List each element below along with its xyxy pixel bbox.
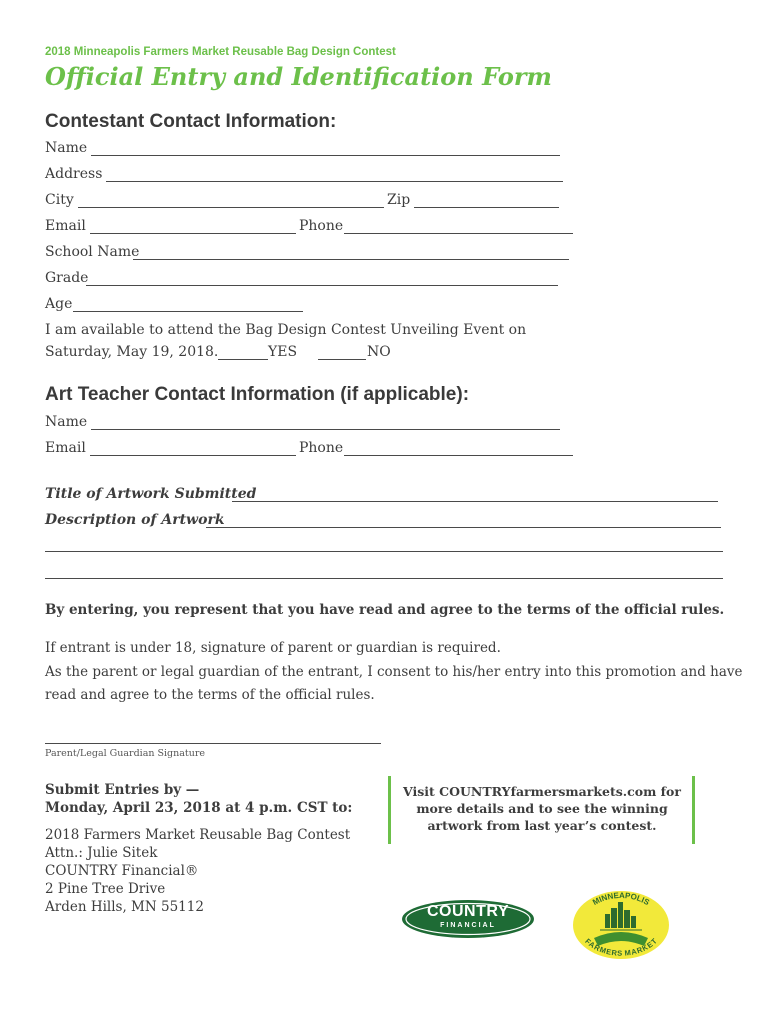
market-logo-svg <box>572 890 670 960</box>
market-bottom-text: FARMERS MARKET <box>583 936 659 958</box>
yes-blank[interactable] <box>218 359 268 360</box>
submit-heading-2: Monday, April 23, 2018 at 4 p.m. CST to: <box>45 800 353 816</box>
address-line: COUNTRY Financial® <box>45 863 199 879</box>
zip-label: Zip <box>387 192 411 208</box>
visit-left-bar <box>388 776 391 844</box>
name-label: Name <box>45 140 88 156</box>
grade-field[interactable] <box>86 285 558 286</box>
address-field[interactable] <box>106 181 563 182</box>
artwork-description-field[interactable] <box>206 527 721 528</box>
signature-field[interactable] <box>45 743 381 744</box>
signature-label: Parent/Legal Guardian Signature <box>45 748 206 759</box>
artwork-description-line-3[interactable] <box>45 578 723 579</box>
city-field[interactable] <box>78 207 384 208</box>
no-blank[interactable] <box>318 359 366 360</box>
address-label: Address <box>45 166 103 182</box>
teacher-name-label: Name <box>45 414 88 430</box>
school-label: School Name <box>45 244 140 260</box>
email-field[interactable] <box>90 233 296 234</box>
artwork-description-line-2[interactable] <box>45 551 723 552</box>
yes-label: YES <box>268 344 298 360</box>
address-line: Attn.: Julie Sitek <box>45 845 158 861</box>
teacher-email-label: Email <box>45 440 86 456</box>
visit-line-1: Visit COUNTRYfarmersmarkets.com for <box>403 784 681 799</box>
school-field[interactable] <box>133 259 569 260</box>
visit-line-2: more details and to see the winning <box>416 801 668 816</box>
artwork-title-field[interactable] <box>232 501 718 502</box>
artwork-description-label: Description of Artwork <box>45 512 225 528</box>
country-financial-logo <box>401 899 535 939</box>
no-label: NO <box>367 344 391 360</box>
grade-label: Grade <box>45 270 89 286</box>
financial-logo-text: FINANCIAL <box>440 922 496 929</box>
country-logo-text: COUNTRY <box>426 903 509 920</box>
age-label: Age <box>45 296 73 312</box>
teacher-email-field[interactable] <box>90 455 296 456</box>
market-top-text: MINNEAPOLIS <box>591 890 651 908</box>
consent-line-2: read and agree to the terms of the official rules. <box>45 687 375 703</box>
name-field[interactable] <box>91 155 560 156</box>
teacher-heading: Art Teacher Contact Information (if applicable): <box>45 384 470 405</box>
form-title: Official Entry and Identification Form <box>45 62 552 91</box>
submit-heading-1: Submit Entries by — <box>45 782 200 798</box>
address-line: 2018 Farmers Market Reusable Bag Contest <box>45 827 351 843</box>
teacher-phone-label: Phone <box>299 440 344 456</box>
visit-callout <box>395 783 689 834</box>
city-label: City <box>45 192 74 208</box>
terms-agreement: By entering, you represent that you have read and agree to the terms of the official rules. <box>45 602 725 618</box>
contest-kicker: 2018 Minneapolis Farmers Market Reusable Bag Design Contest <box>45 46 396 58</box>
phone-field[interactable] <box>344 233 573 234</box>
address-line: 2 Pine Tree Drive <box>45 881 166 897</box>
event-date: Saturday, May 19, 2018. <box>45 344 219 360</box>
consent-line-1: As the parent or legal guardian of the entrant, I consent to his/her entry into this promotion and have <box>45 664 743 680</box>
under-18-note: If entrant is under 18, signature of parent or guardian is required. <box>45 640 501 656</box>
teacher-phone-field[interactable] <box>344 455 573 456</box>
minneapolis-farmers-market-logo <box>572 890 670 960</box>
address-line: Arden Hills, MN 55112 <box>45 899 204 915</box>
visit-line-3: artwork from last year’s contest. <box>427 818 657 833</box>
event-question: I am available to attend the Bag Design Contest Unveiling Event on <box>45 322 527 338</box>
email-label: Email <box>45 218 86 234</box>
mailing-address <box>45 826 350 916</box>
phone-label: Phone <box>299 218 344 234</box>
teacher-name-field[interactable] <box>91 429 560 430</box>
zip-field[interactable] <box>414 207 559 208</box>
age-field[interactable] <box>73 311 303 312</box>
visit-right-bar <box>692 776 695 844</box>
artwork-title-label: Title of Artwork Submitted <box>45 486 257 502</box>
contestant-heading: Contestant Contact Information: <box>45 111 337 132</box>
